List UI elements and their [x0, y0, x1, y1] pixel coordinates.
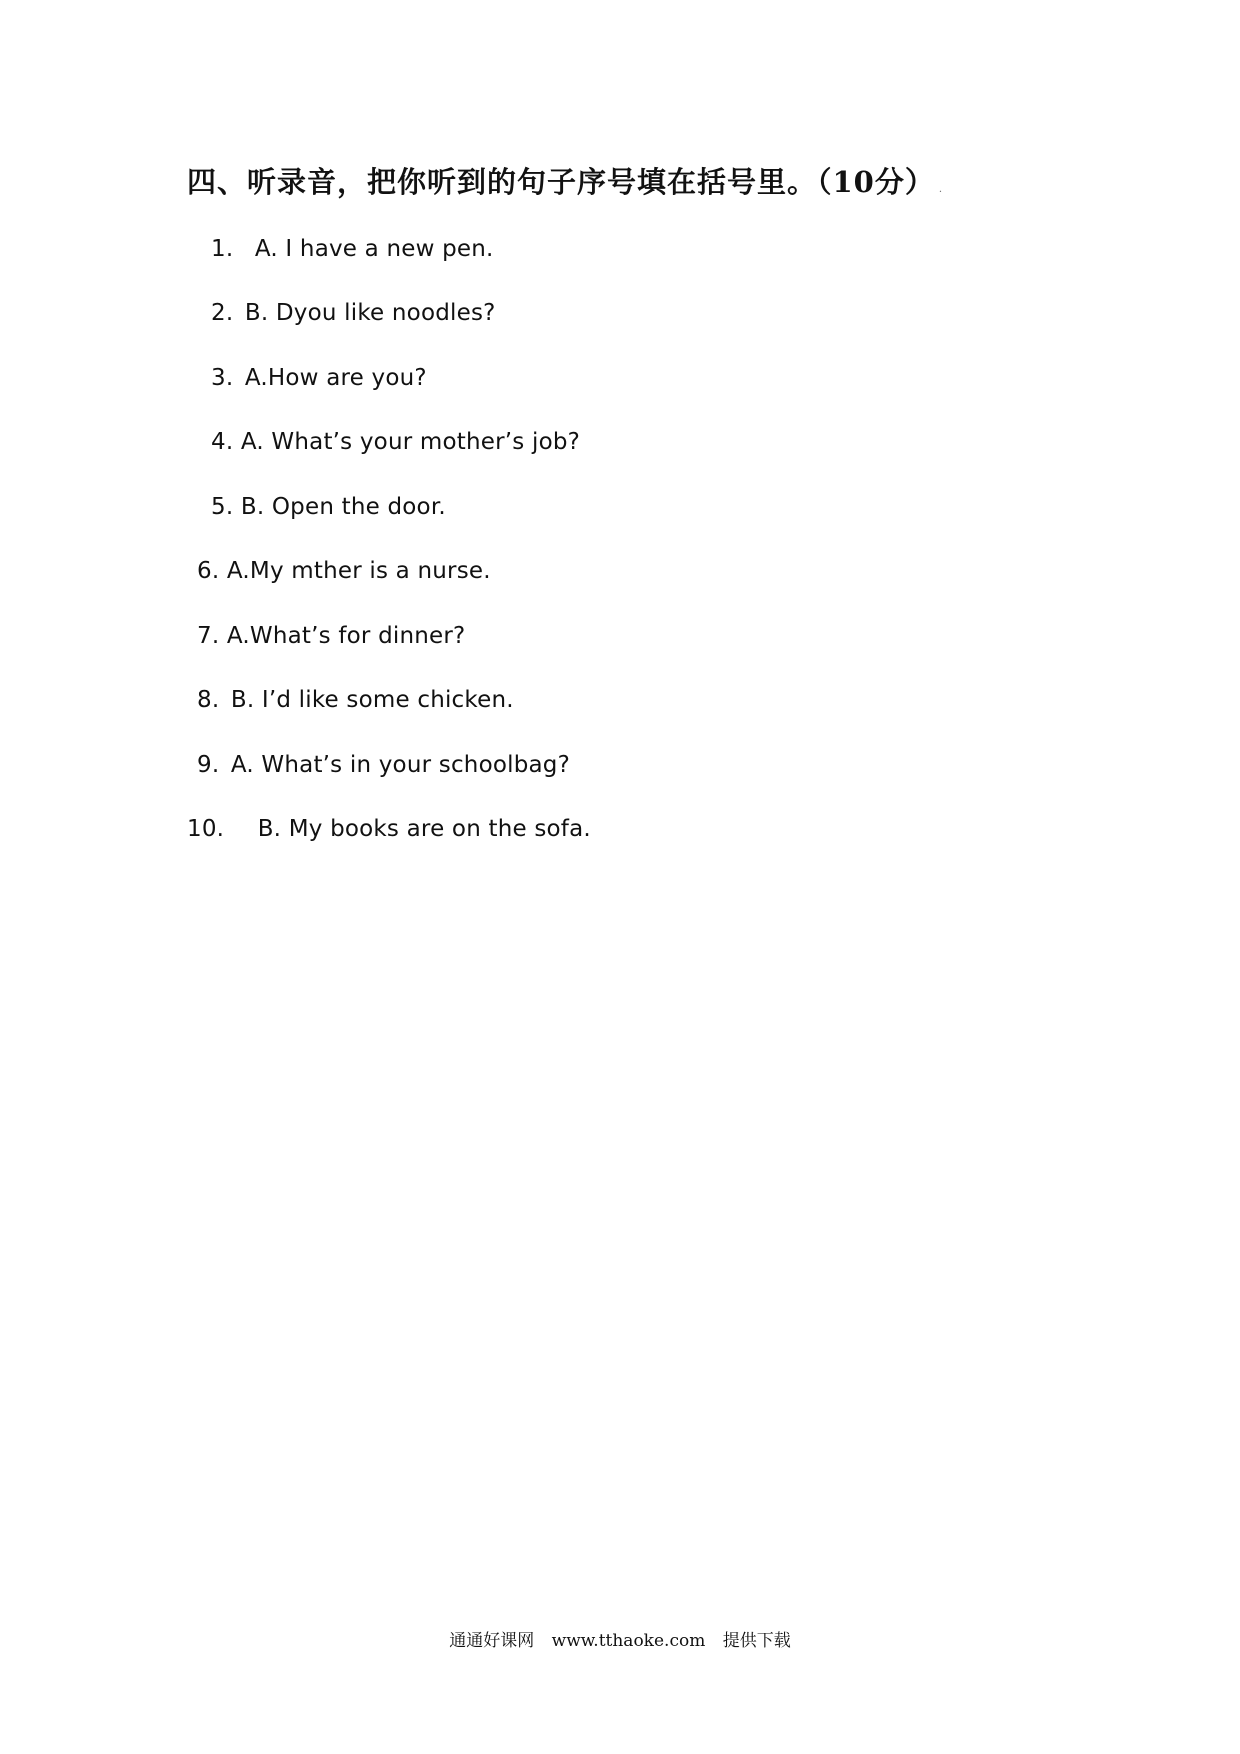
list-item: [211, 429, 580, 455]
page-footer: [0, 1626, 1240, 1651]
item-sentence: B. Dyou like noodles?: [244, 300, 496, 326]
item-sentence: A. What’s your mother’s job?: [240, 429, 581, 455]
item-number: 8.: [197, 687, 220, 713]
footer-site-name: 通通好课网: [449, 1631, 535, 1651]
item-sentence: B. My books are on the sofa.: [257, 816, 591, 842]
footer-url: www.tthaoke.com: [551, 1631, 706, 1651]
item-sentence: B. I’d like some chicken.: [230, 687, 514, 713]
heading-mark: .: [938, 184, 944, 195]
list-item: [197, 623, 465, 649]
item-number: 2.: [211, 300, 234, 326]
list-item: [211, 494, 446, 520]
item-number: 6.: [197, 558, 220, 584]
list-item: [197, 752, 570, 778]
footer-note: 提供下载: [722, 1631, 791, 1651]
section-heading-text: 四、听录音，把你听到的句子序号填在括号里。（10分）: [187, 165, 935, 199]
section-heading: [187, 160, 943, 201]
item-number: 7.: [197, 623, 220, 649]
item-sentence: B. Open the door.: [240, 494, 446, 520]
list-item: [211, 365, 427, 391]
item-sentence: A.How are you?: [244, 365, 427, 391]
list-item: [197, 558, 491, 584]
item-sentence: A. I have a new pen.: [254, 236, 494, 262]
list-item: [197, 687, 514, 713]
list-item: [211, 300, 496, 326]
item-number: 4.: [211, 429, 234, 455]
item-sentence: A.What’s for dinner?: [226, 623, 466, 649]
item-number: 10.: [187, 816, 225, 842]
list-item: [211, 236, 494, 262]
item-number: 9.: [197, 752, 220, 778]
item-number: 5.: [211, 494, 234, 520]
item-number: 1.: [211, 236, 234, 262]
item-sentence: A. What’s in your schoolbag?: [230, 752, 571, 778]
item-number: 3.: [211, 365, 234, 391]
item-sentence: A.My mther is a nurse.: [226, 558, 491, 584]
list-item: [187, 816, 591, 842]
